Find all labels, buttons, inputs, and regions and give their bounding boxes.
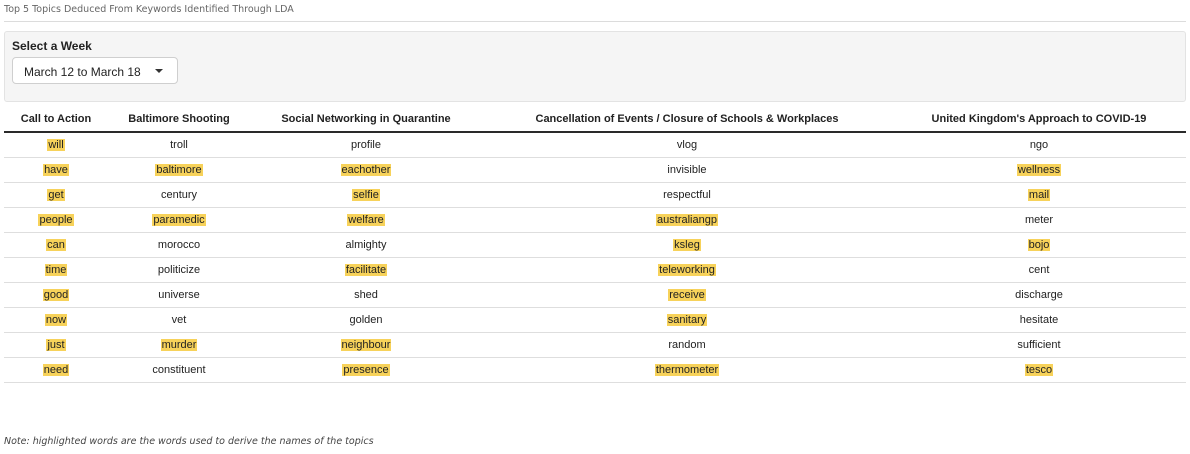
table-cell: [4, 158, 108, 183]
week-select-dropdown[interactable]: [12, 57, 178, 84]
week-control-panel: [4, 31, 1186, 102]
column-header: Cancellation of Events / Closure of Schools & Workplaces: [482, 106, 892, 132]
table-row: [4, 283, 1186, 308]
table-cell: [250, 208, 482, 233]
keyword: morocco: [157, 239, 201, 251]
highlighted-keyword: need: [43, 364, 69, 376]
highlighted-keyword: sanitary: [667, 314, 707, 326]
keyword: discharge: [1015, 289, 1063, 301]
highlighted-keyword: selfie: [353, 189, 379, 201]
highlighted-keyword: time: [45, 264, 67, 276]
table-cell: [108, 233, 250, 258]
footnote: Note: highlighted words are the words used to derive the names of the topics: [4, 436, 374, 447]
table-row: [4, 208, 1186, 233]
table-cell: [892, 132, 1186, 158]
highlighted-keyword: have: [44, 164, 68, 176]
table-cell: [108, 358, 250, 383]
table-cell: [250, 158, 482, 183]
table-cell: [108, 308, 250, 333]
highlighted-keyword: thermometer: [655, 364, 719, 376]
table-cell: [482, 132, 892, 158]
highlighted-keyword: teleworking: [659, 264, 715, 276]
table-cell: [892, 158, 1186, 183]
keyword: vlog: [676, 139, 698, 151]
highlighted-keyword: can: [47, 239, 65, 251]
table-cell: [108, 158, 250, 183]
keyword: troll: [170, 139, 188, 151]
table-cell: [482, 333, 892, 358]
table-cell: [108, 132, 250, 158]
highlighted-keyword: people: [39, 214, 73, 226]
keyword: invisible: [667, 164, 707, 176]
highlighted-keyword: neighbour: [341, 339, 391, 351]
highlighted-keyword: wellness: [1017, 164, 1061, 176]
table-cell: [250, 333, 482, 358]
keyword: meter: [1024, 214, 1054, 226]
table-cell: [250, 258, 482, 283]
highlighted-keyword: paramedic: [153, 214, 205, 226]
table-cell: [250, 233, 482, 258]
table-cell: [108, 183, 250, 208]
table-row: [4, 132, 1186, 158]
table-cell: [4, 233, 108, 258]
keyword: vet: [171, 314, 187, 326]
highlighted-keyword: bojo: [1028, 239, 1050, 251]
highlighted-keyword: will: [48, 139, 64, 151]
keyword: hesitate: [1019, 314, 1059, 326]
highlighted-keyword: receive: [669, 289, 705, 301]
table-cell: [482, 283, 892, 308]
highlighted-keyword: now: [45, 314, 67, 326]
week-select-label: Select a Week: [12, 39, 92, 53]
table-cell: [4, 258, 108, 283]
highlighted-keyword: baltimore: [156, 164, 202, 176]
highlighted-keyword: murder: [161, 339, 197, 351]
highlighted-keyword: facilitate: [345, 264, 387, 276]
week-select-value: March 12 to March 18: [24, 65, 141, 79]
highlighted-keyword: eachother: [341, 164, 391, 176]
table-row: [4, 158, 1186, 183]
table-cell: [482, 308, 892, 333]
keyword: ngo: [1029, 139, 1049, 151]
table-row: [4, 333, 1186, 358]
highlighted-keyword: presence: [343, 364, 389, 376]
page-title: Top 5 Topics Deduced From Keywords Identified Through LDA: [4, 4, 294, 15]
keyword: golden: [349, 314, 383, 326]
table-cell: [108, 333, 250, 358]
table-cell: [482, 158, 892, 183]
highlighted-keyword: australiangp: [657, 214, 717, 226]
column-header: Social Networking in Quarantine: [250, 106, 482, 132]
table-row: [4, 258, 1186, 283]
keyword: random: [668, 339, 706, 351]
table-cell: [892, 183, 1186, 208]
table-cell: [108, 283, 250, 308]
keyword: respectful: [663, 189, 711, 201]
table-cell: [250, 358, 482, 383]
highlighted-keyword: tesco: [1025, 364, 1053, 376]
table-cell: [4, 183, 108, 208]
table-cell: [482, 358, 892, 383]
highlighted-keyword: good: [43, 289, 69, 301]
column-header: Call to Action: [4, 106, 108, 132]
table-cell: [892, 283, 1186, 308]
column-header: Baltimore Shooting: [108, 106, 250, 132]
table-cell: [4, 333, 108, 358]
table-row: [4, 308, 1186, 333]
table-cell: [892, 333, 1186, 358]
keyword: profile: [351, 139, 381, 151]
highlighted-keyword: welfare: [348, 214, 384, 226]
table-cell: [892, 233, 1186, 258]
table-cell: [482, 258, 892, 283]
table-cell: [892, 208, 1186, 233]
column-header: United Kingdom's Approach to COVID-19: [892, 106, 1186, 132]
table-cell: [892, 258, 1186, 283]
keyword: politicize: [157, 264, 201, 276]
highlighted-keyword: mail: [1028, 189, 1050, 201]
keyword: cent: [1028, 264, 1050, 276]
table-row: [4, 358, 1186, 383]
table-cell: [108, 258, 250, 283]
table-cell: [892, 358, 1186, 383]
table-cell: [250, 308, 482, 333]
topics-table: [4, 106, 1186, 383]
table-header-row: [4, 106, 1186, 132]
highlighted-keyword: just: [47, 339, 65, 351]
table-cell: [250, 183, 482, 208]
table-body: [4, 132, 1186, 383]
table-cell: [4, 132, 108, 158]
table-cell: [108, 208, 250, 233]
keyword: constituent: [152, 364, 206, 376]
title-divider: [4, 21, 1186, 22]
table-cell: [482, 233, 892, 258]
table-cell: [4, 358, 108, 383]
keyword: sufficient: [1017, 339, 1061, 351]
keyword: century: [160, 189, 198, 201]
table-cell: [250, 132, 482, 158]
table-cell: [4, 283, 108, 308]
table-cell: [482, 208, 892, 233]
keyword: universe: [158, 289, 200, 301]
caret-down-icon[interactable]: [155, 69, 163, 73]
table-cell: [892, 308, 1186, 333]
table-cell: [4, 308, 108, 333]
table-cell: [250, 283, 482, 308]
table-cell: [482, 183, 892, 208]
table-cell: [4, 208, 108, 233]
table-row: [4, 233, 1186, 258]
highlighted-keyword: get: [48, 189, 64, 201]
keyword: almighty: [345, 239, 387, 251]
table-row: [4, 183, 1186, 208]
keyword: shed: [354, 289, 378, 301]
highlighted-keyword: ksleg: [674, 239, 700, 251]
